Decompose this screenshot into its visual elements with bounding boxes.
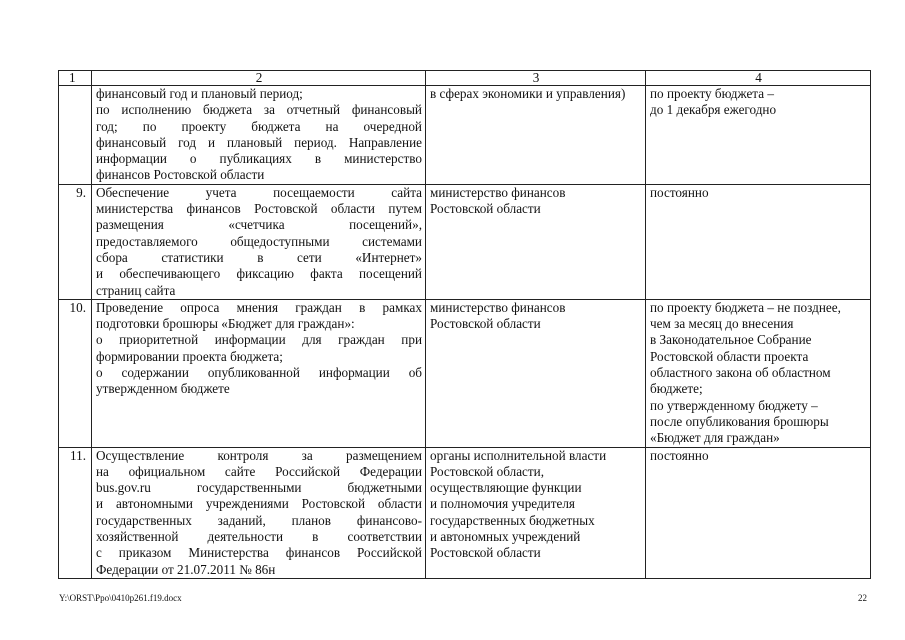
cell-line: министерство финансов bbox=[430, 299, 566, 315]
measure-cell bbox=[92, 447, 426, 578]
header-cell-1: 1 bbox=[59, 71, 92, 86]
cell-line: государственных заданий, планов финансово- bbox=[96, 512, 422, 528]
cell-line: областного закона об областном bbox=[650, 365, 831, 381]
row-number bbox=[59, 86, 92, 185]
deadline-cell bbox=[646, 86, 871, 185]
header-cell-2: 2 bbox=[92, 71, 426, 86]
cell-line: и полномочия учредителя bbox=[430, 496, 575, 512]
table-header-row bbox=[59, 71, 871, 86]
cell-line: по проекту бюджета – bbox=[650, 86, 774, 101]
row-number: 11. bbox=[59, 447, 92, 578]
cell-line: Ростовской области bbox=[430, 545, 541, 561]
plan-table-body bbox=[59, 71, 871, 579]
footer-file-path: Y:\ORST\Ppo\0410p261.f19.docx bbox=[59, 593, 182, 603]
executor-cell bbox=[426, 447, 646, 578]
cell-line: по утвержденному бюджету – bbox=[650, 397, 818, 413]
cell-line: органы исполнительной власти bbox=[430, 447, 607, 463]
cell-line: сбора статистики в сети «Интернет» bbox=[96, 249, 422, 265]
cell-line: «Бюджет для граждан» bbox=[650, 430, 780, 446]
cell-line: с приказом Министерства финансов Российской bbox=[96, 545, 422, 561]
plan-table bbox=[58, 70, 871, 579]
cell-line: финансов Ростовской области bbox=[96, 167, 265, 183]
cell-line: и обеспечивающего фиксацию факта посещений bbox=[96, 266, 422, 282]
row-number: 9. bbox=[59, 184, 92, 299]
cell-line: Ростовской области, bbox=[430, 463, 545, 479]
cell-line: финансовый год и плановый период. Направление bbox=[96, 134, 422, 150]
deadline-cell bbox=[646, 447, 871, 578]
cell-line: и автономных учреждений bbox=[430, 529, 581, 545]
row-number: 10. bbox=[59, 299, 92, 447]
cell-line: на официальном сайте Российской Федерации bbox=[96, 463, 422, 479]
cell-line: страниц сайта bbox=[96, 282, 176, 298]
cell-line: bus.gov.ru государственными бюджетными bbox=[96, 480, 422, 496]
header-cell-3: 3 bbox=[426, 71, 646, 86]
cell-line: год; по проекту бюджета на очередной bbox=[96, 118, 422, 134]
cell-line: министерства финансов Ростовской области путем bbox=[96, 201, 422, 217]
cell-line: в сферах экономики и управления) bbox=[430, 86, 626, 101]
measure-cell bbox=[92, 299, 426, 447]
cell-line: постоянно bbox=[650, 184, 709, 200]
cell-line: и автономными учреждениями Ростовской области bbox=[96, 496, 422, 512]
table-row bbox=[59, 299, 871, 447]
cell-line: по проекту бюджета – не позднее, bbox=[650, 299, 841, 315]
executor-cell bbox=[426, 184, 646, 299]
cell-line: бюджете; bbox=[650, 381, 703, 397]
cell-line: министерство финансов bbox=[430, 184, 566, 200]
cell-line: чем за месяц до внесения bbox=[650, 316, 794, 332]
cell-line: информации о публикациях в министерство bbox=[96, 151, 422, 167]
cell-line: Федерации от 21.07.2011 № 86н bbox=[96, 561, 276, 577]
measure-cell bbox=[92, 86, 426, 185]
cell-line: государственных бюджетных bbox=[430, 512, 595, 528]
cell-line: утвержденном бюджете bbox=[96, 381, 230, 397]
cell-line: Ростовской области проекта bbox=[650, 348, 809, 364]
cell-line: Проведение опроса мнения граждан в рамках bbox=[96, 299, 422, 315]
cell-line: подготовки брошюры «Бюджет для граждан»: bbox=[96, 316, 355, 332]
cell-line: Осуществление контроля за размещением bbox=[96, 447, 422, 463]
cell-line: о содержании опубликованной информации об bbox=[96, 365, 422, 381]
executor-cell bbox=[426, 86, 646, 185]
header-cell-4: 4 bbox=[646, 71, 871, 86]
cell-line: по исполнению бюджета за отчетный финансовый bbox=[96, 102, 422, 118]
cell-line: в Законодательное Собрание bbox=[650, 332, 812, 348]
cell-line: финансовый год и плановый период; bbox=[96, 86, 303, 101]
cell-line: до 1 декабря ежегодно bbox=[650, 102, 777, 118]
measure-cell bbox=[92, 184, 426, 299]
cell-line: после опубликования брошюры bbox=[650, 413, 829, 429]
table-row bbox=[59, 184, 871, 299]
cell-line: формировании проекта бюджета; bbox=[96, 348, 283, 364]
table-row bbox=[59, 447, 871, 578]
cell-line: осуществляющие функции bbox=[430, 480, 582, 496]
deadline-cell bbox=[646, 184, 871, 299]
executor-cell bbox=[426, 299, 646, 447]
cell-line: размещения «счетчика посещений», bbox=[96, 217, 422, 233]
cell-line: хозяйственной деятельности в соответствии bbox=[96, 529, 422, 545]
table-row bbox=[59, 86, 871, 185]
footer-page-number: 22 bbox=[858, 593, 867, 603]
cell-line: постоянно bbox=[650, 447, 709, 463]
cell-line: Ростовской области bbox=[430, 316, 541, 332]
cell-line: Обеспечение учета посещаемости сайта bbox=[96, 184, 422, 200]
cell-line: о приоритетной информации для граждан при bbox=[96, 332, 422, 348]
deadline-cell bbox=[646, 299, 871, 447]
cell-line: предоставляемого общедоступными системами bbox=[96, 233, 422, 249]
cell-line: Ростовской области bbox=[430, 201, 541, 217]
